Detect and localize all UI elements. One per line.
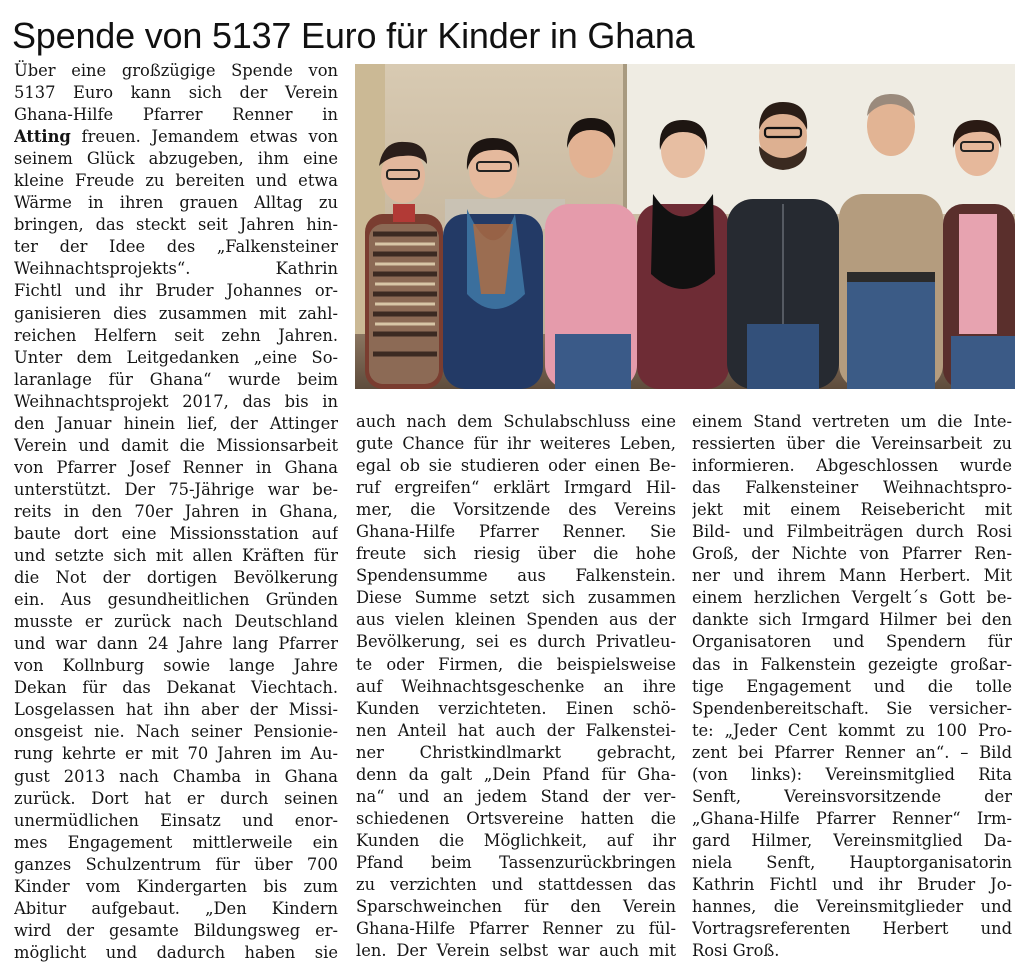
article-line: das Falkensteiner Weihnachtspro- bbox=[692, 478, 1012, 498]
article-line: Organisatoren und Spendern für bbox=[692, 632, 1012, 652]
article-line: Ghana-Hilfe Pfarrer Renner in bbox=[14, 105, 338, 125]
article-line: mer, die Vorsitzende des Vereins bbox=[356, 500, 676, 520]
article-line: ganisieren dies zusammen mit zahl- bbox=[14, 303, 338, 323]
article-line: Ghana-Hilfe Pfarrer Renner zu fül- bbox=[356, 919, 676, 939]
article-line: kleine Freude zu bereiten und etwa bbox=[14, 171, 338, 191]
article-line: die Not der dortigen Bevölkerung bbox=[14, 568, 338, 588]
article-line: und war dann 24 Jahre lang Pfarrer bbox=[14, 634, 338, 654]
article-headline: Spende von 5137 Euro für Kinder in Ghana bbox=[12, 15, 695, 56]
article-line: zu verzichten und stattdessen das bbox=[356, 874, 676, 894]
article-line: Bevölkerung, sei es durch Privatleu- bbox=[356, 632, 676, 652]
article-line: Kinder vom Kindergarten bis zum bbox=[14, 876, 338, 896]
article-line: ter der Idee des „Falkensteiner bbox=[14, 237, 338, 257]
article-line: Diese Summe setzt sich zusammen bbox=[356, 588, 676, 608]
article-line: denn da galt „Dein Pfand für Gha- bbox=[356, 764, 676, 784]
article-line: 5137 Euro kann sich der Verein bbox=[14, 83, 338, 103]
article-line: reichen Helfern seit zehn Jahren. bbox=[14, 325, 338, 345]
article-line: dankte sich Irmgard Hilmer bei den bbox=[692, 610, 1012, 630]
article-line: Kathrin Fichtl und ihr Bruder Jo- bbox=[692, 874, 1012, 894]
article-line: tige Engagement und die tolle bbox=[692, 676, 1012, 696]
article-photo bbox=[355, 64, 1015, 389]
article-line: mes Engagement mittlerweile ein bbox=[14, 832, 338, 852]
article-line: von Kollnburg sowie lange Jahre bbox=[14, 656, 338, 676]
article-line: nen Anteil hat auch der Falkenstei- bbox=[356, 720, 676, 740]
article-line: freute sich riesig über die hohe bbox=[356, 544, 676, 564]
article-line: gard Hilmer, Vereinsmitglied Da- bbox=[692, 830, 1012, 850]
article-line: seinem Glück abzugeben, ihm eine bbox=[14, 149, 338, 169]
article-line: laranlage für Ghana“ wurde beim bbox=[14, 369, 338, 389]
article-line: ner Christkindlmarkt gebracht, bbox=[356, 742, 676, 762]
article-line: zurück. Dort hat er durch seinen bbox=[14, 788, 338, 808]
article-line: unterstützt. Der 75-Jährige war be- bbox=[14, 479, 338, 499]
article-line: auf Weihnachtsgeschenke an ihre bbox=[356, 676, 676, 696]
article-line: ner und ihrem Mann Herbert. Mit bbox=[692, 566, 1012, 586]
article-line: egal ob sie studieren oder einen Be- bbox=[356, 456, 676, 476]
article-line: Spendenbereitschaft. Sie versicher- bbox=[692, 698, 1012, 718]
article-line: rung kehrte er mit 70 Jahren im Au- bbox=[14, 744, 338, 764]
article-line: musste er zurück nach Deutschland bbox=[14, 612, 338, 632]
article-line: schiedenen Ortsvereine hatten die bbox=[356, 808, 676, 828]
article-line: Weihnachtsprojekts“. Kathrin bbox=[14, 259, 338, 279]
article-line: den Januar hinein lief, der Attinger bbox=[14, 413, 338, 433]
article-line: Unter dem Leitgedanken „eine So- bbox=[14, 347, 338, 367]
article-line: onsgeist nie. Nach seiner Pensionie- bbox=[14, 722, 338, 742]
article-line: te: „Jeder Cent kommt zu 100 Pro- bbox=[692, 720, 1012, 740]
article-line: Vortragsreferenten Herbert und bbox=[692, 919, 1012, 939]
article-line: auch nach dem Schulabschluss eine bbox=[356, 412, 676, 431]
article-line: wird der gesamte Bildungsweg er- bbox=[14, 920, 338, 940]
article-line: na“ und an jedem Stand der ver- bbox=[356, 786, 676, 806]
article-line: Losgelassen hat ihn aber der Missi- bbox=[14, 700, 338, 720]
article-line: Sparschweinchen für den Verein bbox=[356, 897, 676, 917]
article-line: einem Stand vertreten um die Inte- bbox=[692, 412, 1012, 431]
article-line: gute Chance für ihr weiteres Leben, bbox=[356, 434, 676, 454]
article-line: Atting freuen. Jemandem etwas von bbox=[14, 127, 338, 147]
article-line: ressierten über die Vereinsarbeit zu bbox=[692, 434, 1012, 454]
article-line: (von links): Vereinsmitglied Rita bbox=[692, 764, 1012, 784]
article-line: Rosi Groß. bbox=[692, 941, 780, 961]
article-column-1 bbox=[14, 60, 338, 964]
article-line: gust 2013 nach Chamba in Ghana bbox=[14, 766, 338, 786]
article-line: bringen, das steckt seit Jahren hin- bbox=[14, 215, 338, 235]
group-photo-illustration bbox=[355, 64, 1015, 389]
article-line: ruf ergreifen“ erklärt Irmgard Hil- bbox=[356, 478, 676, 498]
article-line: einem herzlichen Vergelt´s Gott be- bbox=[692, 588, 1012, 608]
article-column-3 bbox=[692, 411, 1012, 962]
article-line: informieren. Abgeschlossen wurde bbox=[692, 456, 1012, 476]
article-line: Spendensumme aus Falkenstein. bbox=[356, 566, 676, 586]
article-line: Senft, Vereinsvorsitzende der bbox=[692, 786, 1012, 806]
article-line: niela Senft, Hauptorganisatorin bbox=[692, 852, 1012, 872]
article-line: Ghana-Hilfe Pfarrer Renner. Sie bbox=[356, 522, 676, 542]
article-line: Kunden verzichteten. Einen schö- bbox=[356, 698, 676, 718]
article-line: reits in den 70er Jahren in Ghana, bbox=[14, 501, 338, 521]
article-line: te oder Firmen, die beispielsweise bbox=[356, 654, 676, 674]
article-column-2 bbox=[356, 411, 676, 962]
article-line: Verein und damit die Missionsarbeit bbox=[14, 435, 338, 455]
article-line: und setzte sich mit allen Kräften für bbox=[14, 546, 338, 566]
article-line: ganzes Schulzentrum für über 700 bbox=[14, 854, 338, 874]
article-line: Groß, der Nichte von Pfarrer Ren- bbox=[692, 544, 1012, 564]
article-line: zent bei Pfarrer Renner an“. – Bild bbox=[692, 742, 1012, 762]
article-line: von Pfarrer Josef Renner in Ghana bbox=[14, 457, 338, 477]
article-line: hannes, die Vereinsmitglieder und bbox=[692, 897, 1012, 917]
article-line: „Ghana-Hilfe Pfarrer Renner“ Irm- bbox=[692, 808, 1012, 828]
article-line: Abitur aufgebaut. „Den Kindern bbox=[14, 898, 338, 918]
article-line: baute dort eine Missionsstation auf bbox=[14, 523, 338, 543]
article-line: möglicht und dadurch haben sie bbox=[14, 942, 338, 962]
article-line: Dekan für das Dekanat Viechtach. bbox=[14, 678, 338, 698]
article-line: Fichtl und ihr Bruder Johannes or- bbox=[14, 281, 338, 301]
article-line: unermüdlichen Einsatz und enor- bbox=[14, 810, 338, 830]
article-line: len. Der Verein selbst war auch mit bbox=[356, 941, 676, 961]
article-line: jekt mit einem Reisebericht mit bbox=[692, 500, 1012, 520]
article-line: das in Falkenstein gezeigte großar- bbox=[692, 654, 1012, 674]
article-line: ein. Aus gesundheitlichen Gründen bbox=[14, 590, 338, 610]
article-line: aus vielen kleinen Spenden aus der bbox=[356, 610, 676, 630]
article-line: Pfand beim Tassenzurückbringen bbox=[356, 852, 676, 872]
article-line: Weihnachtsprojekt 2017, das bis in bbox=[14, 391, 338, 411]
article-line: Über eine großzügige Spende von bbox=[14, 61, 338, 80]
article-line: Kunden die Möglichkeit, auf ihr bbox=[356, 830, 676, 850]
article-line: Wärme in ihren grauen Alltag zu bbox=[14, 193, 338, 213]
article-line: Bild- und Filmbeiträgen durch Rosi bbox=[692, 522, 1012, 542]
